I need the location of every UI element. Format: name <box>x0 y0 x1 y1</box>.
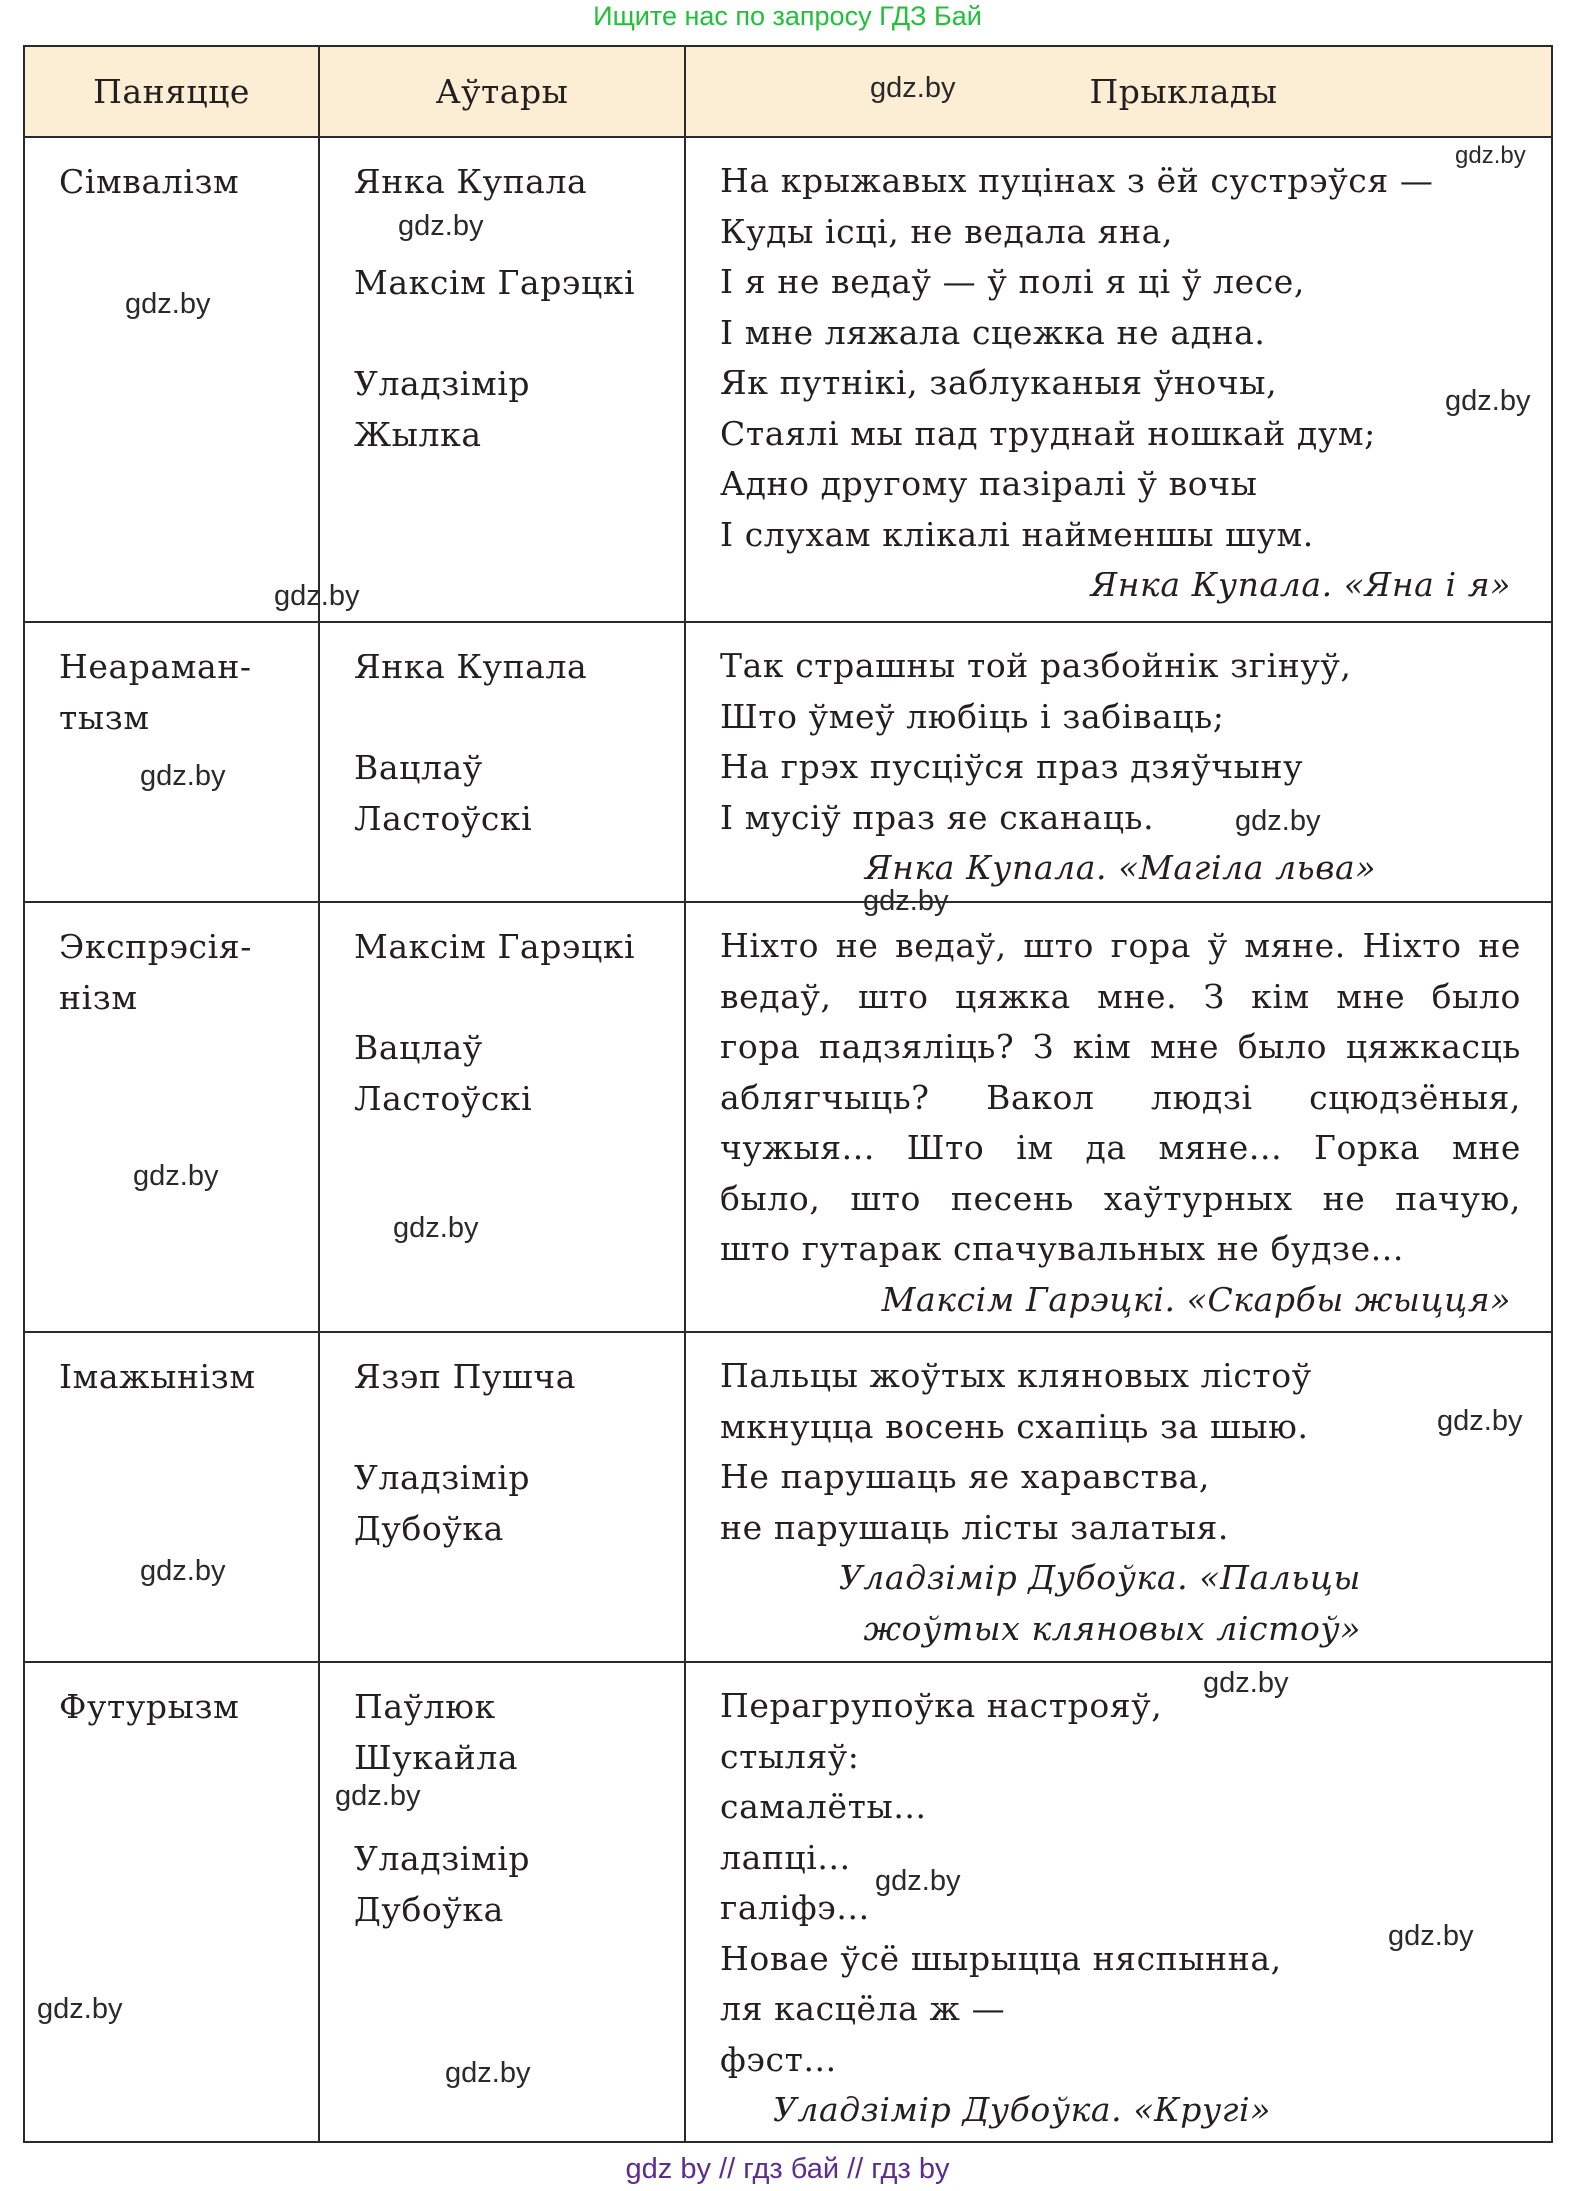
concept-cell <box>24 902 319 1332</box>
example-cell <box>685 137 1552 622</box>
watermark-text: gdz.by <box>445 2057 531 2089</box>
concept-cell <box>24 1332 319 1662</box>
example-line: Новае ўсё шырыцца няспынна, <box>720 1938 1282 1978</box>
example-line: гора падзяліць? З кім мне было цяжкасць <box>720 1027 1521 1066</box>
example-source: Уладзімір Дубоўка. «Кругі» <box>772 2090 1271 2129</box>
literary-trends-table <box>23 45 1553 2143</box>
header-concept: Паняцце <box>24 46 319 137</box>
watermark-text: gdz.by <box>274 580 360 612</box>
watermark-text: gdz.by <box>133 1160 219 1192</box>
table-row <box>24 1332 1552 1662</box>
header-row <box>24 46 1552 137</box>
example-source: Янка Купала. «Магіла льва» <box>864 848 1377 887</box>
author-name: Ластоўскі <box>354 799 533 838</box>
table-row <box>24 622 1552 902</box>
author-name: Уладзімір <box>354 364 531 403</box>
watermark-text: gdz.by <box>863 885 949 917</box>
watermark-text: gdz.by <box>1235 805 1321 837</box>
table-row <box>24 902 1552 1332</box>
example-line: Пальцы жоўтых кляновых лістоў <box>720 1356 1312 1395</box>
author-name: Вацлаў <box>354 1028 483 1067</box>
watermark-text: gdz.by <box>1445 385 1531 417</box>
authors-cell <box>319 902 685 1332</box>
example-source: жоўтых кляновых лістоў» <box>863 1608 1361 1648</box>
example-source: Максім Гарэцкі. «Скарбы жыцця» <box>881 1279 1511 1319</box>
concept-name: Футурызм <box>59 1687 240 1726</box>
author-name: Максім Гарэцкі <box>354 927 636 966</box>
author-name: Янка Купала <box>354 162 588 201</box>
header-examples: Прыклады <box>685 46 1552 137</box>
example-line: Што ўмеў любіць і забіваць; <box>720 696 1225 736</box>
watermark-text: gdz.by <box>398 210 484 242</box>
concept-name: Сімвалізм <box>59 162 240 201</box>
author-name: Ластоўскі <box>354 1079 533 1118</box>
author-name: Шукайла <box>354 1738 519 1777</box>
author-name: Паўлюк <box>354 1687 496 1726</box>
watermark-text: gdz.by <box>870 72 956 104</box>
watermark-text: gdz.by <box>1203 1667 1289 1699</box>
example-line: не парушаць лісты залатыя. <box>720 1507 1230 1547</box>
example-line: што гутарак спачувальных не будзе... <box>720 1229 1404 1268</box>
watermark-text: gdz.by <box>393 1212 479 1244</box>
example-line: Адно другому пазіралі ў вочы <box>720 464 1258 503</box>
watermark-text: gdz.by <box>140 1555 226 1587</box>
example-line: ведаў, што цяжка мне. З кім мне было <box>720 976 1521 1016</box>
example-cell <box>685 1332 1552 1662</box>
example-line: І я не ведаў — ў полі я ці ў лесе, <box>720 262 1305 301</box>
concept-name: Імажынізм <box>59 1357 256 1396</box>
author-name: Уладзімір <box>354 1839 531 1878</box>
example-line: І мусіў праз яе сканаць. <box>720 797 1155 837</box>
header-authors: Аўтары <box>319 46 685 137</box>
watermark-text: gdz.by <box>1455 142 1526 169</box>
concept-cell <box>24 1662 319 2142</box>
author-name: Максім Гарэцкі <box>354 263 636 302</box>
watermark-text: gdz.by <box>140 760 226 792</box>
author-name: Дубоўка <box>354 1890 504 1929</box>
example-line: аблягчыць? Вакол людзі сцюдзёныя, <box>720 1077 1521 1117</box>
author-name: Жылка <box>354 415 482 454</box>
example-cell <box>685 902 1552 1332</box>
example-line: галіфэ... <box>720 1888 870 1927</box>
authors-cell <box>319 622 685 902</box>
authors-cell <box>319 137 685 622</box>
watermark-text: gdz.by <box>335 1780 421 1812</box>
concept-name: Неараман- <box>59 647 252 686</box>
author-name: Вацлаў <box>354 748 483 787</box>
watermark-text: gdz.by <box>875 1865 961 1897</box>
example-line: Стаялі мы пад труднай ношкай дум; <box>720 413 1376 453</box>
authors-cell <box>319 1332 685 1662</box>
author-name: Язэп Пушча <box>354 1357 576 1396</box>
author-name: Дубоўка <box>354 1509 504 1548</box>
concept-cell <box>24 137 319 622</box>
example-line: лапці... <box>720 1837 851 1877</box>
footer-links: gdz by // гдз бай // гдз by <box>625 2153 950 2185</box>
watermark-text: gdz.by <box>1388 1920 1474 1952</box>
example-line: мкнуцца восень схапіць за шыю. <box>720 1406 1309 1446</box>
example-line: І мне ляжала сцежка не адна. <box>720 312 1266 352</box>
concept-name: Экспрэсія- <box>59 927 252 966</box>
example-source: Янка Купала. «Яна і я» <box>1090 565 1511 604</box>
example-source: Уладзімір Дубоўка. «Пальцы <box>838 1558 1361 1597</box>
table-row <box>24 137 1552 622</box>
watermark-text: gdz.by <box>37 1993 123 2025</box>
concept-name: нізм <box>59 978 138 1017</box>
example-line: стыляў: <box>720 1736 860 1776</box>
example-cell <box>685 622 1552 902</box>
watermark-text: gdz.by <box>1437 1405 1523 1437</box>
example-line: На грэх пусціўся праз дзяўчыну <box>720 747 1304 786</box>
example-line: было, што песень хаўтурных не пачую, <box>720 1178 1521 1218</box>
example-line: ля касцёла ж — <box>720 1989 1006 2028</box>
example-line: самалёты... <box>720 1787 927 1826</box>
example-cell <box>685 1662 1552 2142</box>
watermark-text: gdz.by <box>125 288 211 320</box>
example-line: Так страшны той разбойнік згінуў, <box>720 646 1352 685</box>
example-line: Куды ісці, не ведала яна, <box>720 211 1174 251</box>
example-line: На крыжавых пуцінах з ёй сустрэўся — <box>720 161 1434 200</box>
top-banner: Ищите нас по запросу ГДЗ Бай <box>593 1 982 31</box>
author-name: Уладзімір <box>354 1458 531 1497</box>
example-line: фэст... <box>720 2039 837 2079</box>
example-line: Не парушаць яе харавства, <box>720 1457 1211 1496</box>
author-name: Янка Купала <box>354 647 588 686</box>
table-row <box>24 1662 1552 2142</box>
example-line: чужыя... Што ім да мяне... Горка мне <box>720 1128 1521 1167</box>
example-line: І слухам клікалі найменшы шум. <box>720 514 1314 554</box>
example-line: Перагрупоўка настрояў, <box>720 1686 1163 1725</box>
concept-name: тызм <box>59 698 150 737</box>
example-line: Ніхто не ведаў, што гора ў мяне. Ніхто не <box>720 926 1521 965</box>
example-line: Як путнікі, заблуканыя ўночы, <box>720 363 1278 402</box>
